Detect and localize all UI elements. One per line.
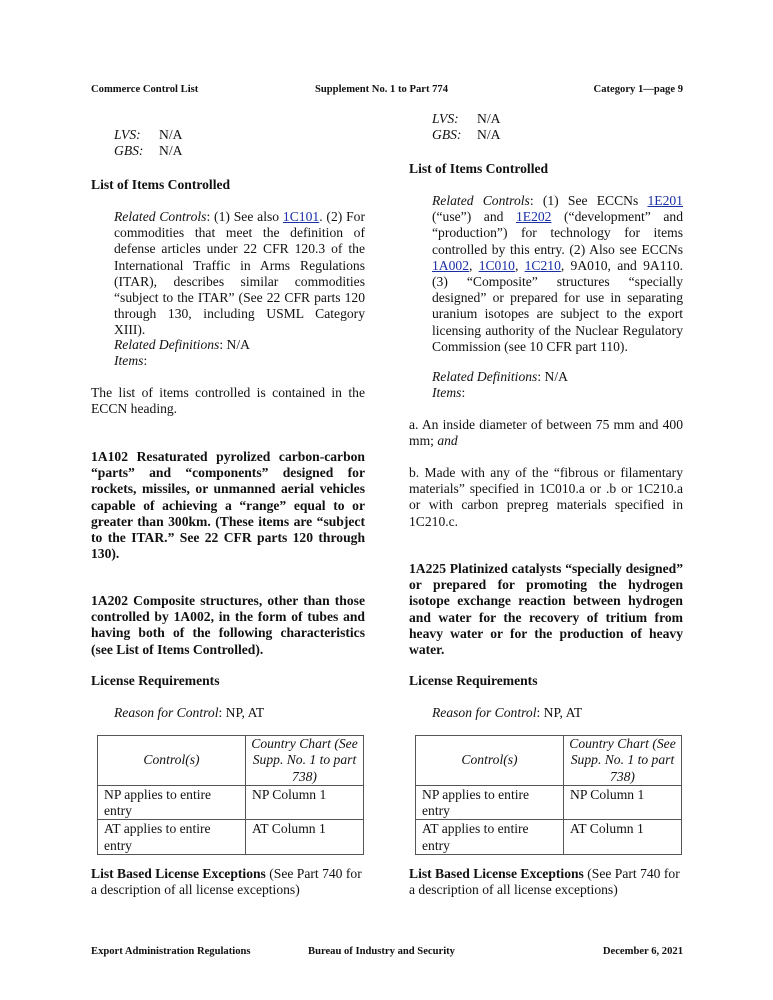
license-requirements-heading: License Requirements [91, 673, 220, 688]
lvs-value: N/A [159, 127, 183, 142]
related-controls-label: Related Controls [432, 193, 530, 208]
license-table [97, 735, 364, 855]
separator: , [469, 257, 479, 273]
related-controls-text: , 9A010, and 9A110. (3) “Composite” structures “specially designed” or prepared for use in separating uranium isotopes are subject to the export licensing authority of the Nuclear Regulatory Commission (see 10 CFR part 110). [432, 257, 684, 354]
related-controls-label: Related Controls [114, 209, 207, 224]
eccn-1a225: 1A225 Platinized catalysts “specially designed” or prepared for promoting the hydrogen isotope exchange reaction between hydrogen and water for the recovery of tritium from heavy water or for the production of heavy water. [409, 561, 683, 658]
list-of-items-heading: List of Items Controlled [409, 161, 549, 176]
table-row [416, 820, 682, 854]
table-row [416, 786, 682, 820]
items-label-row [409, 385, 683, 401]
lvs-gbs-block [409, 111, 683, 143]
reason-value: : NP, AT [218, 705, 265, 720]
reason-label: Reason for Control [432, 705, 537, 720]
item-b: b. Made with any of the “fibrous or filamentary materials” specified in 1C010.a or .b or 1C210.a or with carbon prepreg materials specified in 1C210.c. [409, 465, 683, 529]
link-1a002[interactable]: 1A002 [432, 257, 470, 273]
related-controls-text: (“use”) and [432, 209, 516, 225]
related-definitions-label: Related Definitions [432, 369, 538, 384]
table-cell-chart: NP Column 1 [246, 786, 364, 820]
table-header-controls: Control(s) [98, 736, 246, 786]
footer-right: December 6, 2021 [602, 946, 683, 957]
lble-text: (See Part 740 for a description of all license exceptions) [409, 866, 680, 898]
gbs-value: N/A [477, 127, 501, 143]
lvs-label: LVS: [432, 111, 459, 126]
related-definitions [91, 337, 365, 353]
related-controls [409, 193, 683, 355]
related-controls-text-cont: . (2) For commodities that meet the definition of defense articles under 22 CFR 120.3 of the International Traffic in Arms Regulations (ITAR), describes similar commodities “subject to the ITAR” (See 22 CFR parts 120 through 130, including USML Category XIII). [114, 209, 365, 338]
table-cell-control: NP applies to entire entry [98, 786, 246, 820]
link-1e201[interactable]: 1E201 [647, 193, 683, 208]
header-right: Category 1—page 9 [593, 84, 683, 95]
items-text: The list of items controlled is contained in the ECCN heading. [91, 385, 365, 417]
gbs-label: GBS: [432, 127, 462, 143]
link-1e202[interactable]: 1E202 [515, 209, 552, 225]
reason-for-control [409, 705, 683, 721]
table-header-row [98, 736, 364, 786]
list-of-items-heading: List of Items Controlled [91, 177, 231, 192]
related-definitions [409, 369, 683, 385]
footer-center: Bureau of Industry and Security [308, 946, 455, 957]
license-table-wrap [91, 735, 365, 855]
table-header-row [416, 736, 682, 786]
header-left: Commerce Control List [91, 84, 199, 95]
item-a-text: a. An inside diameter of between 75 mm and 400 mm; [409, 417, 683, 449]
reason-value: : NP, AT [536, 705, 583, 720]
item-a-and: and [437, 433, 458, 449]
lvs-label: LVS: [114, 127, 141, 142]
gbs-label: GBS: [114, 143, 144, 159]
items-colon: : [461, 385, 466, 400]
table-cell-chart: AT Column 1 [246, 820, 364, 854]
eccn-1a202: 1A202 Composite structures, other than those controlled by 1A002, in the form of tubes and having both of the following characteristics (see List of Items Controlled). [91, 593, 365, 657]
items-colon: : [143, 353, 148, 368]
item-a [409, 417, 683, 449]
related-controls [91, 209, 365, 339]
items-label: Items [114, 353, 144, 368]
page-footer [91, 944, 683, 960]
table-row [98, 820, 364, 854]
table-cell-control: AT applies to entire entry [416, 820, 564, 854]
related-definitions-label: Related Definitions [114, 337, 220, 352]
table-row [98, 786, 364, 820]
gbs-value: N/A [159, 143, 183, 159]
license-table [415, 735, 682, 855]
license-requirements-heading: License Requirements [409, 673, 538, 688]
lvs-value: N/A [477, 111, 501, 126]
list-based-license-exceptions [91, 866, 365, 898]
reason-label: Reason for Control [114, 705, 219, 720]
related-definitions-value: : N/A [537, 369, 568, 384]
items-label-row [91, 353, 365, 369]
reason-for-control [91, 705, 365, 721]
table-cell-chart: AT Column 1 [564, 820, 682, 854]
related-controls-text: : (1) See also [206, 209, 283, 224]
related-definitions-value: : N/A [219, 337, 250, 352]
list-based-license-exceptions [409, 866, 683, 898]
table-cell-chart: NP Column 1 [564, 786, 682, 820]
lble-text: (See Part 740 for a description of all license exceptions) [91, 866, 362, 898]
table-header-country-chart: Country Chart (See Supp. No. 1 to part 738) [246, 736, 364, 786]
table-cell-control: NP applies to entire entry [416, 786, 564, 820]
separator: , [514, 257, 525, 273]
lble-label: List Based License Exceptions [409, 866, 584, 881]
link-1c101[interactable]: 1C101 [282, 209, 320, 224]
table-cell-control: AT applies to entire entry [98, 820, 246, 854]
items-label: Items [432, 385, 462, 400]
table-header-controls: Control(s) [416, 736, 564, 786]
page-header [91, 82, 683, 98]
table-header-country-chart: Country Chart (See Supp. No. 1 to part 738) [564, 736, 682, 786]
related-controls-text: (“development” and “production”) for technology for items controlled by this entry. (2) Also see ECCNs [432, 209, 683, 257]
lble-label: List Based License Exceptions [91, 866, 266, 881]
header-center: Supplement No. 1 to Part 774 [315, 84, 449, 95]
related-controls-text: : (1) See ECCNs [529, 193, 648, 208]
footer-left: Export Administration Regulations [91, 946, 251, 957]
link-1c010[interactable]: 1C010 [478, 257, 515, 273]
lvs-gbs-block [91, 127, 365, 159]
eccn-1a102: 1A102 Resaturated pyrolized carbon-carbon “parts” and “components” designed for rockets, missiles, or unmanned aerial vehicles capable of achieving a “range” equal to or greater than 300km. (These items are “subject to the ITAR.” See 22 CFR parts 120 through 130). [91, 449, 365, 562]
link-1c210[interactable]: 1C210 [524, 257, 561, 273]
license-table-wrap [409, 735, 683, 855]
